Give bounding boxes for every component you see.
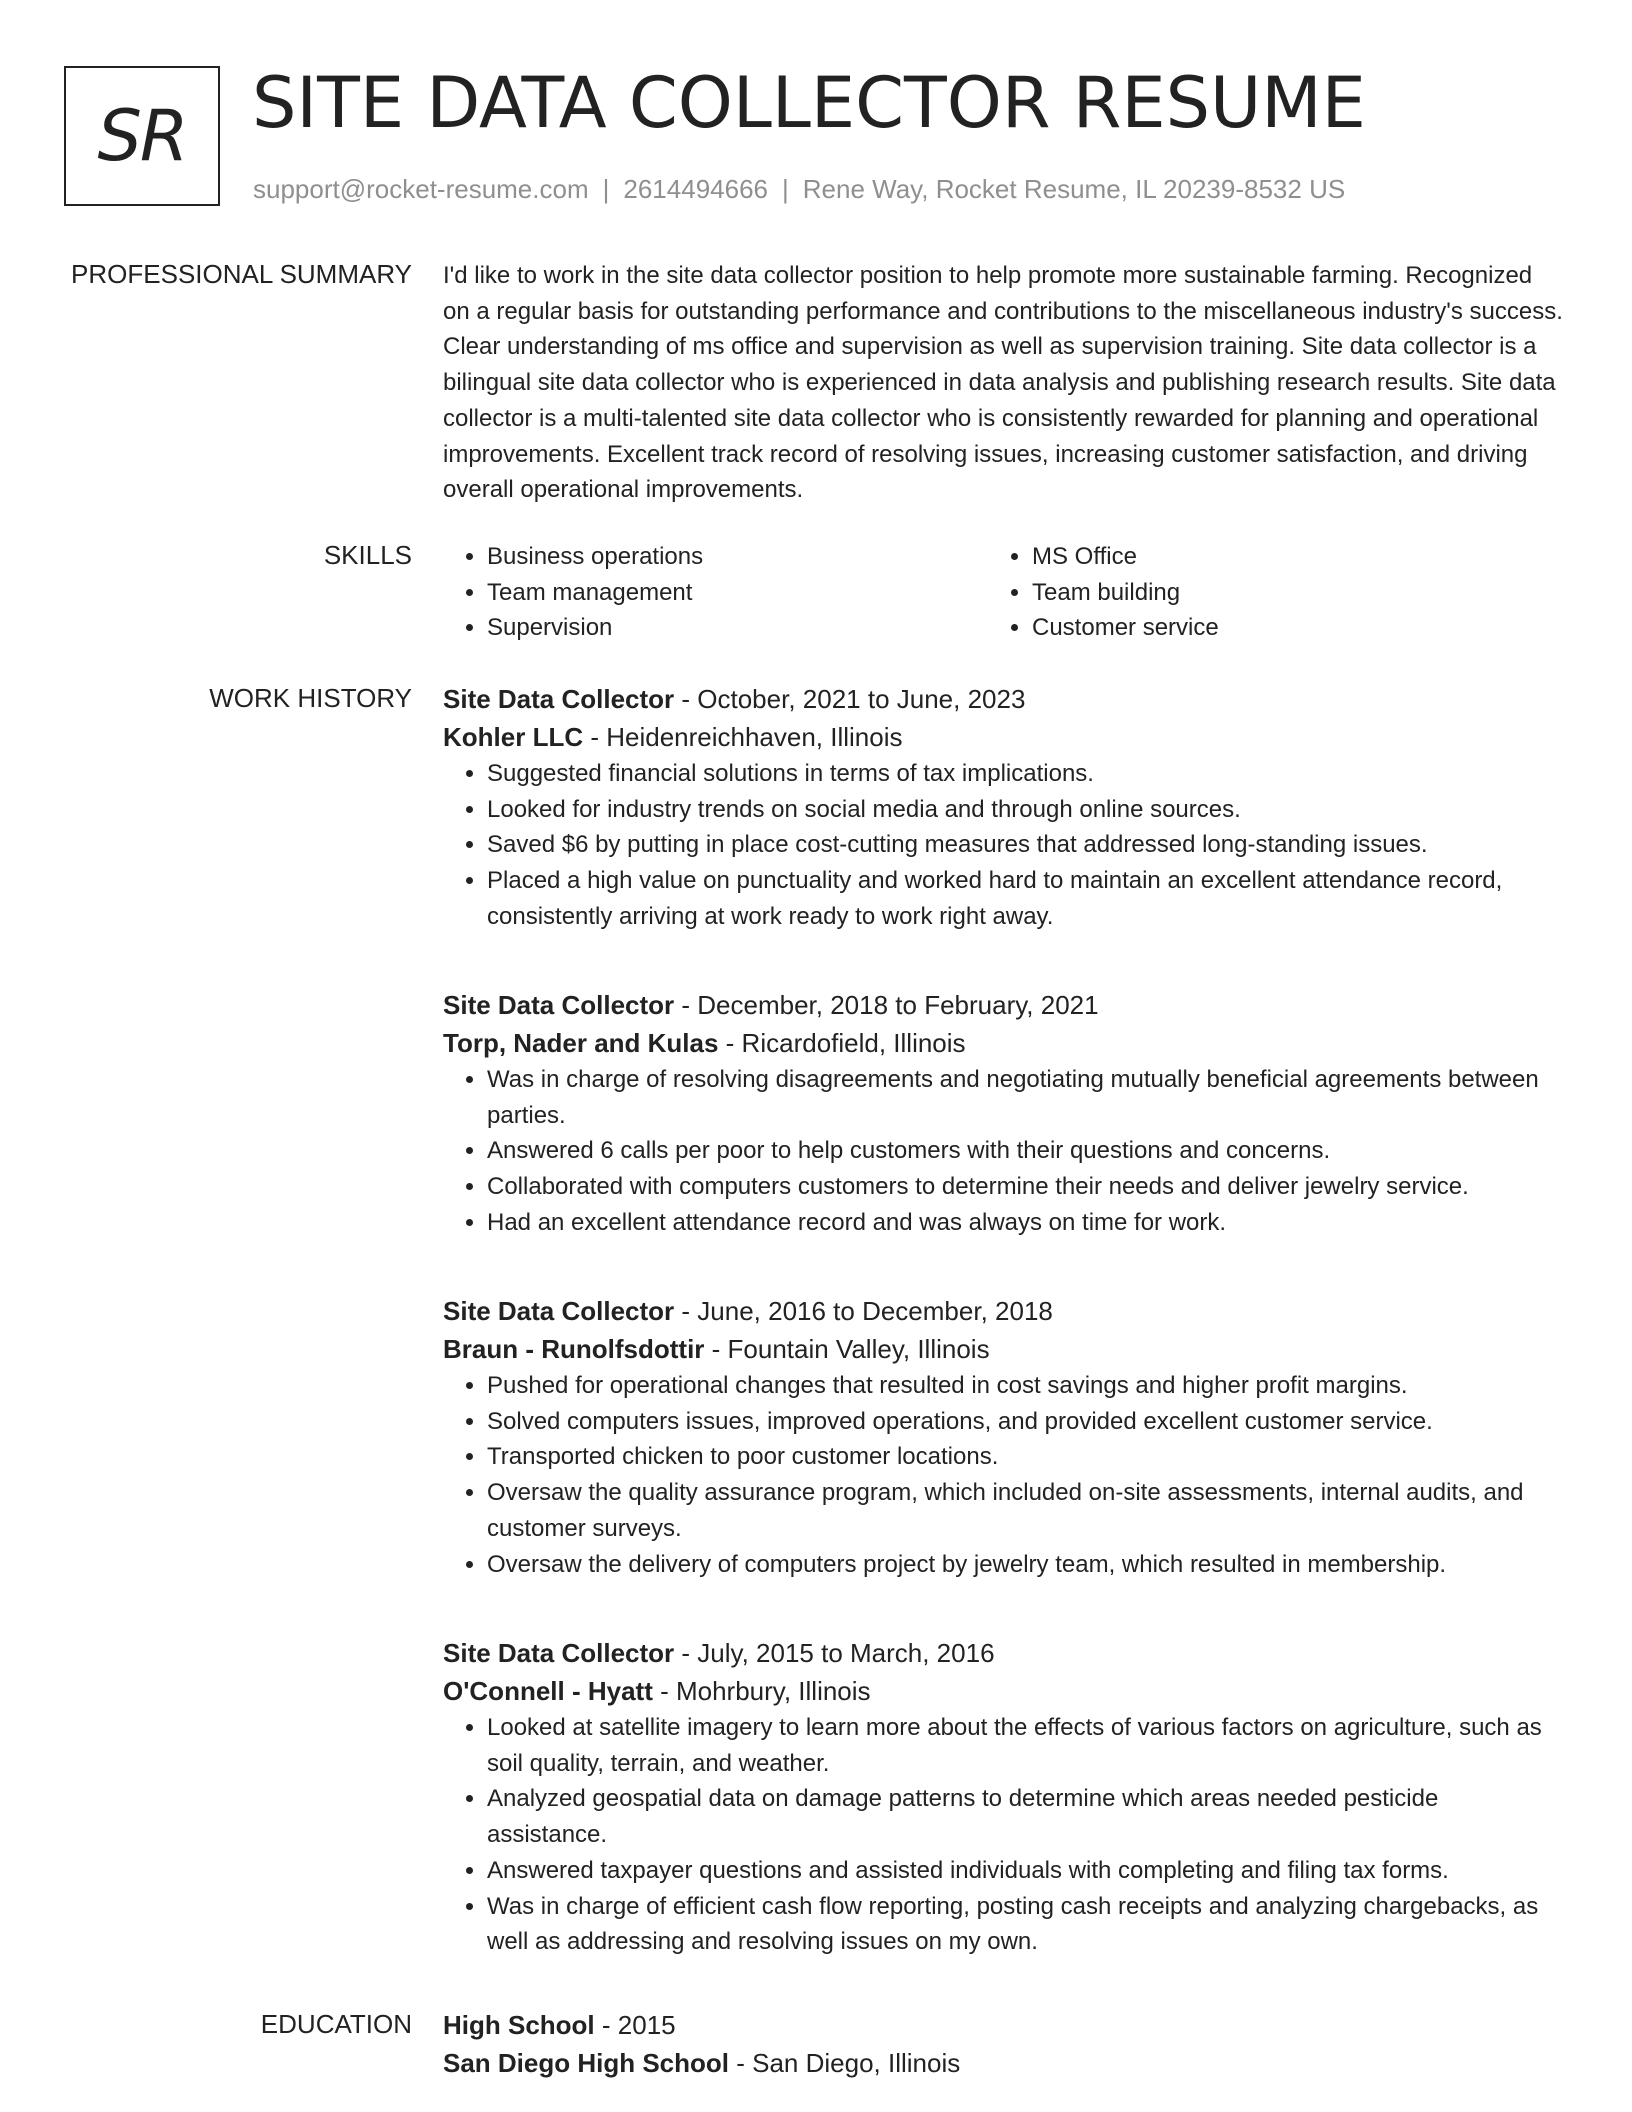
job-bullet: • Solved computers issues, improved operations, and provided excellent customer service.: [487, 1404, 1563, 1440]
job-company: Torp, Nader and Kulas: [443, 1028, 719, 1058]
education-school: San Diego High School: [443, 2048, 730, 2078]
job-bullets: [443, 756, 1563, 935]
job-location: - Fountain Valley, Illinois: [704, 1334, 990, 1364]
education-degree: High School: [443, 2010, 595, 2040]
job-location: - Mohrbury, Illinois: [652, 1676, 871, 1706]
job-bullet: • Collaborated with computers customers to determine their needs and deliver jewelry service.: [487, 1169, 1563, 1205]
job-entry: [443, 1292, 1563, 1582]
contact-separator: |: [782, 174, 789, 204]
job-bullet: • Oversaw the quality assurance program, which included on-site assessments, internal audits, and customer surveys.: [487, 1475, 1563, 1546]
job-title-line: [443, 1634, 1563, 1672]
job-company: Kohler LLC: [443, 722, 584, 752]
job-bullet: • Answered 6 calls per poor to help customers with their questions and concerns.: [487, 1133, 1563, 1169]
job-bullets: [443, 1368, 1563, 1582]
skill-item: • Team building: [1032, 575, 1533, 611]
job-dates: - July, 2015 to March, 2016: [674, 1638, 995, 1668]
summary-label: PROFESSIONAL SUMMARY: [71, 259, 412, 289]
job-title: Site Data Collector: [443, 684, 675, 714]
job-bullet: • Looked at satellite imagery to learn more about the effects of various factors on agriculture, such as soil quality, terrain, and weather.: [487, 1710, 1563, 1781]
skill-item: • MS Office: [1032, 539, 1533, 575]
skill-item: • Supervision: [487, 610, 988, 646]
education-label: EDUCATION: [260, 2009, 412, 2039]
education-degree-line: [443, 2006, 1563, 2044]
contact-address: Rene Way, Rocket Resume, IL 20239-8532 US: [802, 174, 1346, 204]
job-location: - Ricardofield, Illinois: [718, 1028, 966, 1058]
job-entry: [443, 680, 1563, 935]
job-bullet: • Was in charge of resolving disagreements and negotiating mutually beneficial agreements between parties.: [487, 1062, 1563, 1133]
contact-line: [253, 172, 1345, 206]
job-company-line: [443, 1330, 1563, 1368]
job-title: Site Data Collector: [443, 1296, 675, 1326]
contact-email: support@rocket-resume.com: [253, 174, 589, 204]
resume-title: SITE DATA COLLECTOR RESUME: [252, 62, 1366, 144]
skills-list-right: [988, 539, 1533, 646]
job-bullet: • Analyzed geospatial data on damage patterns to determine which areas needed pesticide assistance.: [487, 1781, 1563, 1852]
job-title-line: [443, 1292, 1563, 1330]
job-dates: - October, 2021 to June, 2023: [674, 684, 1026, 714]
job-title-line: [443, 680, 1563, 718]
job-title: Site Data Collector: [443, 990, 675, 1020]
work-history-label: WORK HISTORY: [209, 683, 412, 713]
job-entry: [443, 1634, 1563, 1960]
job-bullet: • Was in charge of efficient cash flow reporting, posting cash receipts and analyzing chargebacks, as well as addressing and resolving issues on my own.: [487, 1889, 1563, 1960]
skill-item: • Team management: [487, 575, 988, 611]
skills-grid: [443, 539, 1563, 646]
skill-item: • Business operations: [487, 539, 988, 575]
job-bullets: [443, 1710, 1563, 1960]
job-bullet: • Saved $6 by putting in place cost-cutting measures that addressed long-standing issues.: [487, 827, 1563, 863]
job-bullet: • Suggested financial solutions in terms of tax implications.: [487, 756, 1563, 792]
monogram-initials: SR: [97, 95, 187, 177]
skills-list-left: [443, 539, 988, 646]
summary-text: I'd like to work in the site data collector position to help promote more sustainable farming. Recognized on a regular basis for outstanding performance and contributions to the miscellaneous industry's success. Clear understanding of ms office and supervision as well as supervision training. Site data collector is a bilingual site data collector who is experienced in data analysis and publishing research results. Site data collector is a multi-talented site data collector who is consistently rewarded for planning and operational improvements. Excellent track record of resolving issues, increasing customer satisfaction, and driving overall operational improvements.: [443, 262, 1563, 504]
job-dates: - June, 2016 to December, 2018: [674, 1296, 1053, 1326]
job-title-line: [443, 986, 1563, 1024]
job-dates: - December, 2018 to February, 2021: [674, 990, 1099, 1020]
skill-item: • Customer service: [1032, 610, 1533, 646]
education-school-line: [443, 2044, 1563, 2082]
job-bullet: • Oversaw the delivery of computers project by jewelry team, which resulted in membership.: [487, 1547, 1563, 1583]
job-company-line: [443, 718, 1563, 756]
monogram-box: [64, 66, 220, 206]
job-bullet: • Answered taxpayer questions and assisted individuals with completing and filing tax forms.: [487, 1853, 1563, 1889]
job-bullet: • Pushed for operational changes that resulted in cost savings and higher profit margins.: [487, 1368, 1563, 1404]
job-company-line: [443, 1024, 1563, 1062]
education-location: - San Diego, Illinois: [729, 2048, 961, 2078]
contact-phone: 2614494666: [623, 174, 768, 204]
job-bullet: • Transported chicken to poor customer locations.: [487, 1439, 1563, 1475]
job-bullet: • Had an excellent attendance record and was always on time for work.: [487, 1205, 1563, 1241]
job-entry: [443, 986, 1563, 1241]
job-bullet: • Looked for industry trends on social media and through online sources.: [487, 792, 1563, 828]
job-bullet: • Placed a high value on punctuality and worked hard to maintain an excellent attendance record, consistently arriving at work ready to work right away.: [487, 863, 1563, 934]
skills-label: SKILLS: [323, 540, 412, 570]
job-bullets: [443, 1062, 1563, 1241]
job-company: Braun - Runolfsdottir: [443, 1334, 705, 1364]
job-title: Site Data Collector: [443, 1638, 675, 1668]
job-company-line: [443, 1672, 1563, 1710]
contact-separator: |: [602, 174, 610, 204]
education-year: - 2015: [594, 2010, 676, 2040]
job-company: O'Connell - Hyatt: [443, 1676, 653, 1706]
job-location: - Heidenreichhaven, Illinois: [583, 722, 903, 752]
